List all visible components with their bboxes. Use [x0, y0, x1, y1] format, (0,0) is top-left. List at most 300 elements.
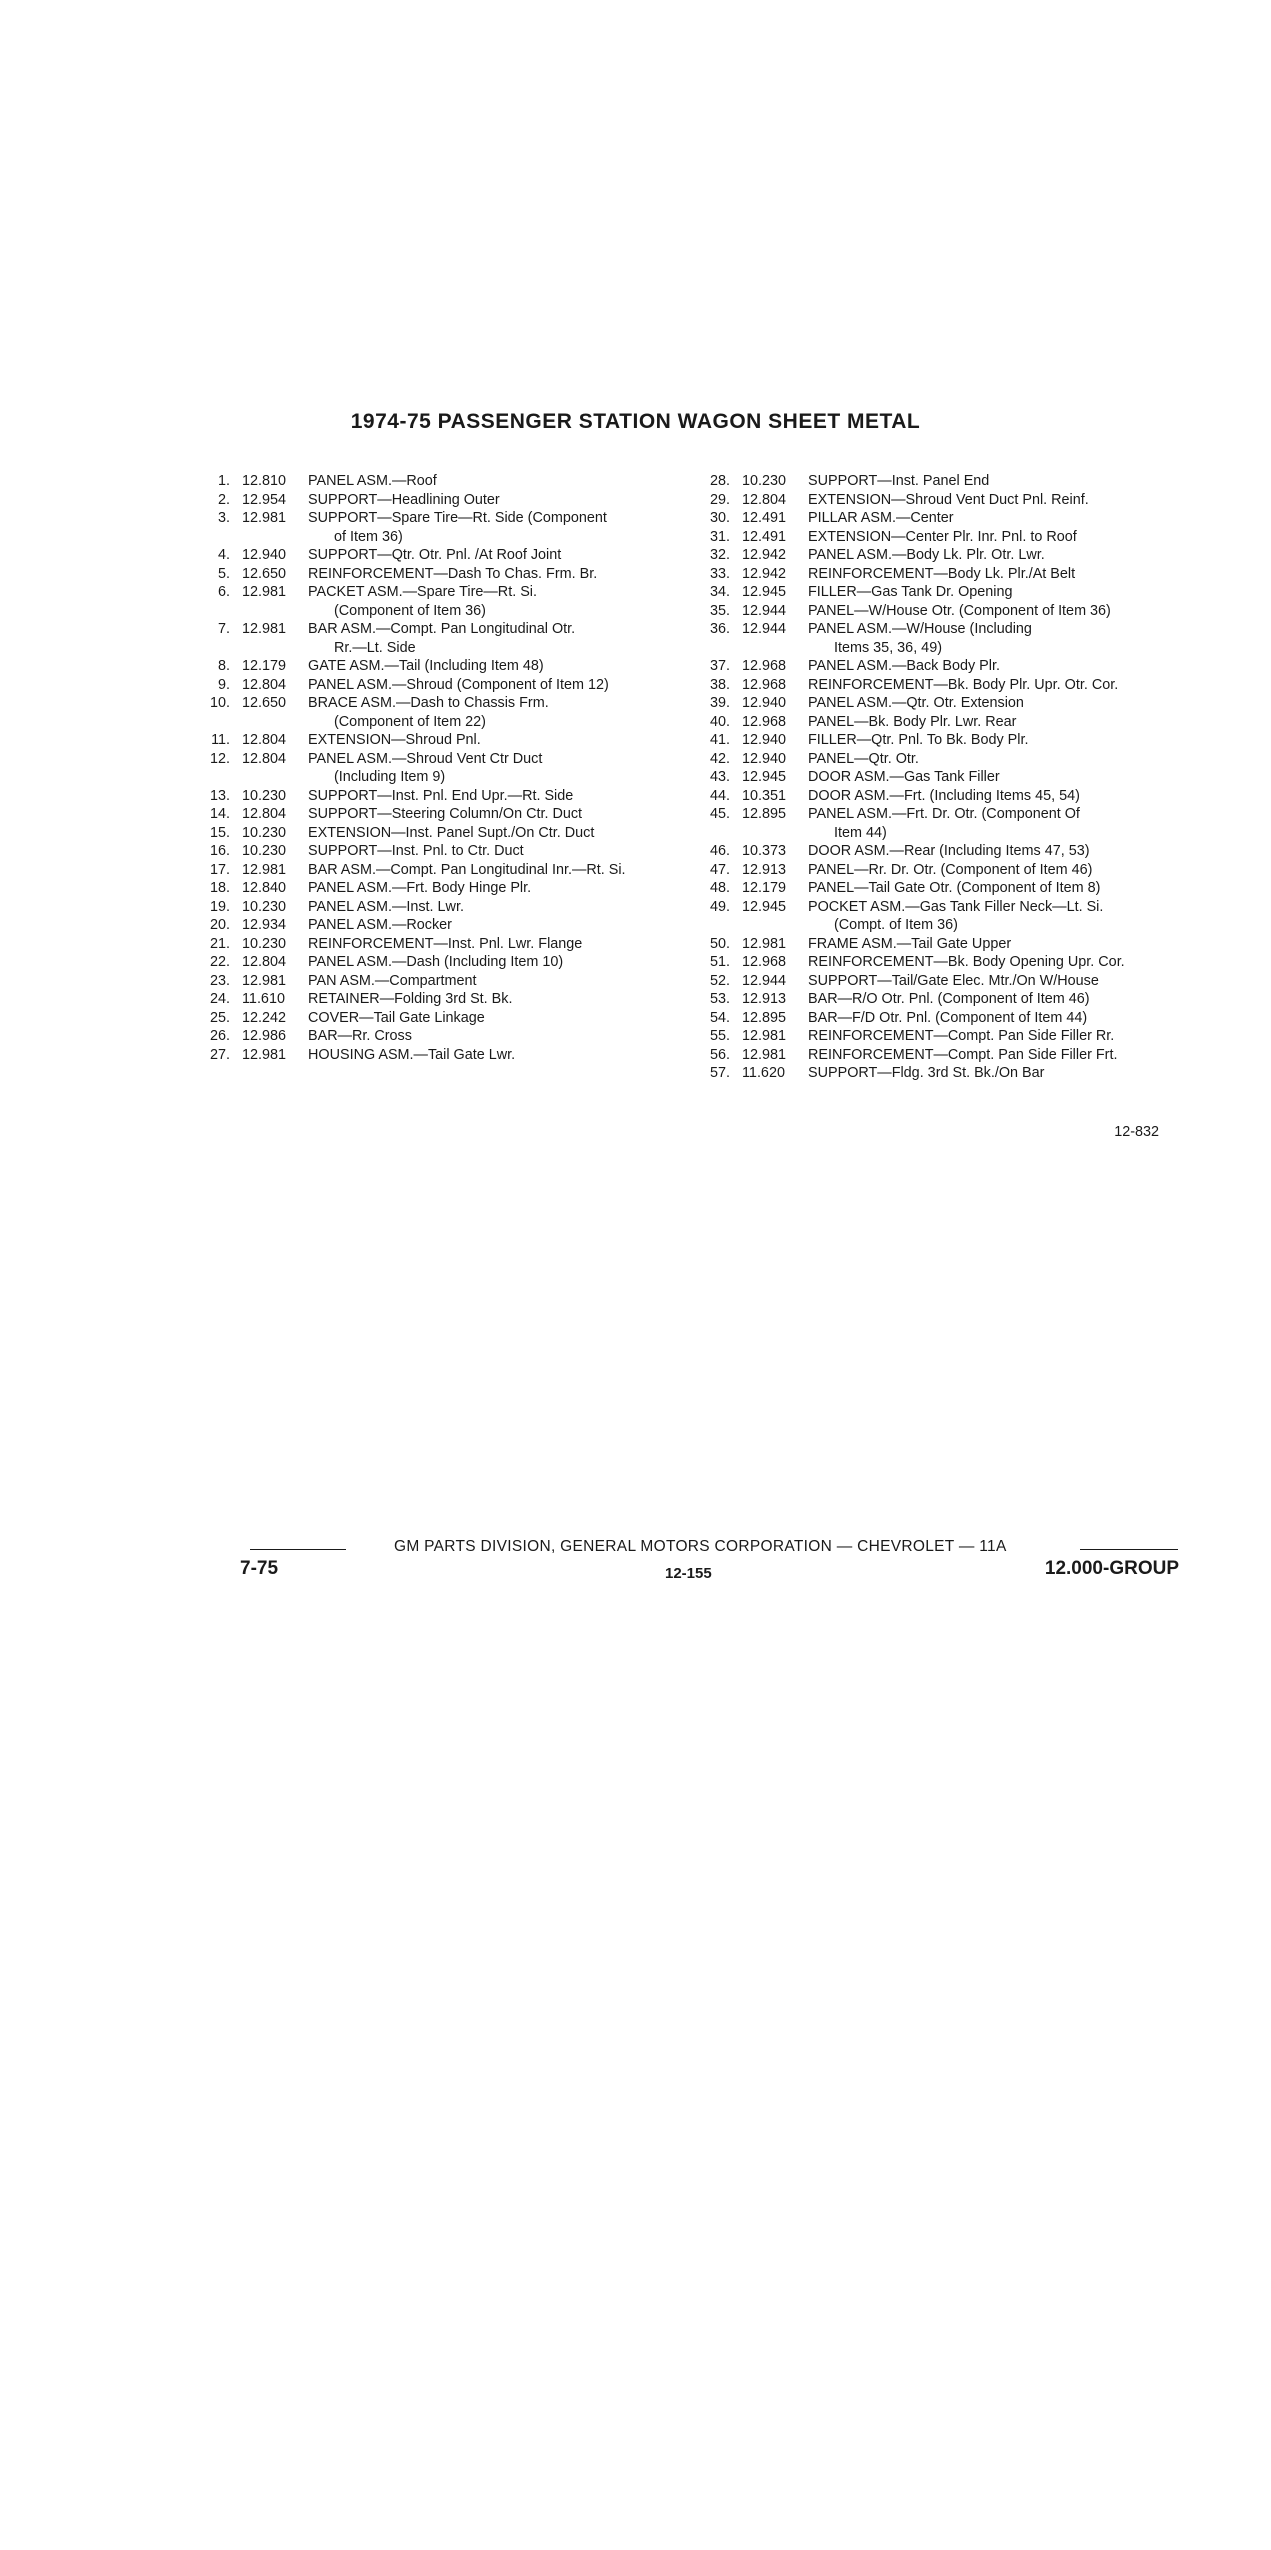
- list-item: [190, 990, 690, 1009]
- description-line: FRAME ASM.—Tail Gate Upper: [808, 935, 1012, 952]
- description-line: PANEL—Bk. Body Plr. Lwr. Rear: [808, 713, 1017, 730]
- list-item: [190, 472, 690, 491]
- illustration-reference: 12-832: [1114, 1124, 1159, 1140]
- list-item: [690, 750, 1210, 769]
- list-item: [190, 583, 690, 620]
- list-item: [690, 787, 1210, 806]
- description-line: PANEL ASM.—Shroud (Component of Item 12): [308, 676, 609, 693]
- item-number: 49.: [709, 898, 730, 915]
- description-line: PANEL ASM.—Back Body Plr.: [808, 658, 1000, 674]
- group-number: 12.968: [742, 676, 787, 693]
- item-number: 11.: [211, 732, 230, 748]
- footer-rule-right: [1080, 1549, 1178, 1550]
- group-number: 12.491: [742, 528, 787, 545]
- description-line: PANEL ASM.—Rocker: [308, 917, 452, 933]
- part-description: [808, 491, 1210, 510]
- list-item: [690, 731, 1210, 750]
- part-description: [808, 472, 1210, 491]
- list-item: [690, 694, 1210, 713]
- item-number: 47.: [709, 861, 730, 878]
- description-line: BRACE ASM.—Dash to Chassis Frm.: [308, 695, 549, 711]
- description-line: PILLAR ASM.—Center: [808, 510, 954, 526]
- description-line: BAR—R/O Otr. Pnl. (Component of Item 46): [808, 991, 1090, 1007]
- description-line: PANEL ASM.—W/House (Including: [808, 621, 1032, 637]
- part-description: [308, 750, 690, 787]
- description-line: PANEL ASM.—Body Lk. Plr. Otr. Lwr.: [808, 547, 1045, 563]
- description-line: PANEL ASM.—Frt. Body Hinge Plr.: [308, 880, 532, 896]
- description-line: SUPPORT—Tail/Gate Elec. Mtr./On W/House: [808, 972, 1099, 989]
- description-continuation: (Including Item 9): [334, 769, 446, 785]
- group-number: 12.944: [742, 621, 787, 637]
- part-description: [308, 491, 690, 510]
- part-description: [308, 842, 690, 861]
- item-number: 15.: [209, 824, 230, 841]
- item-number: 9.: [217, 676, 230, 693]
- group-number: 10.230: [242, 898, 287, 915]
- item-number: 20.: [209, 917, 230, 933]
- list-item: [190, 805, 690, 824]
- part-description: [308, 861, 690, 880]
- list-item: [690, 805, 1210, 842]
- description-continuation: Item 44): [834, 824, 887, 841]
- list-item: [690, 768, 1210, 787]
- list-item: [190, 842, 690, 861]
- description-line: REINFORCEMENT—Body Lk. Plr./At Belt: [808, 565, 1076, 582]
- group-number: 12.981: [242, 861, 287, 878]
- description-line: BAR—F/D Otr. Pnl. (Component of Item 44): [808, 1009, 1088, 1026]
- group-number: 10.373: [742, 843, 787, 859]
- group-number: 12.981: [242, 972, 287, 989]
- list-item: [690, 842, 1210, 861]
- part-description: [308, 824, 690, 843]
- group-number: 12.981: [242, 584, 287, 600]
- description-line: PANEL—W/House Otr. (Component of Item 36): [808, 602, 1111, 619]
- list-item: [690, 657, 1210, 676]
- description-line: DOOR ASM.—Frt. (Including Items 45, 54): [808, 787, 1080, 804]
- description-line: SUPPORT—Headlining Outer: [308, 491, 500, 508]
- part-description: [308, 898, 690, 917]
- item-number: 40.: [709, 713, 730, 730]
- item-number: 48.: [709, 880, 730, 896]
- group-number: 12.810: [242, 473, 287, 489]
- group-number: 12.940: [742, 750, 787, 767]
- part-description: [808, 602, 1210, 621]
- list-item: [190, 1027, 690, 1046]
- description-continuation: (Compt. of Item 36): [834, 917, 958, 933]
- description-line: EXTENSION—Shroud Pnl.: [308, 732, 481, 748]
- description-line: PANEL ASM.—Roof: [308, 473, 437, 489]
- list-item: [190, 1046, 690, 1065]
- group-number: 12.944: [742, 972, 787, 989]
- list-item: [690, 935, 1210, 954]
- part-description: [308, 1046, 690, 1065]
- item-number: 46.: [709, 843, 730, 859]
- item-number: 42.: [709, 750, 730, 767]
- list-item: [190, 750, 690, 787]
- item-number: 21.: [209, 935, 230, 952]
- item-number: 5.: [217, 565, 230, 582]
- description-line: PANEL—Qtr. Otr.: [808, 750, 919, 767]
- item-number: 2.: [217, 491, 230, 508]
- group-number: 12.968: [742, 954, 787, 970]
- list-item: [690, 1027, 1210, 1046]
- description-line: DOOR ASM.—Rear (Including Items 47, 53): [808, 843, 1090, 859]
- list-item: [690, 1046, 1210, 1065]
- description-line: PANEL ASM.—Inst. Lwr.: [308, 898, 464, 915]
- group-number: 12.945: [742, 769, 787, 785]
- group-number: 12.934: [242, 917, 287, 933]
- group-number: 12.986: [242, 1028, 287, 1044]
- item-number: 17.: [209, 861, 230, 878]
- group-number: 12.940: [742, 695, 787, 711]
- description-line: BAR ASM.—Compt. Pan Longitudinal Otr.: [308, 621, 576, 637]
- description-line: PANEL ASM.—Dash (Including Item 10): [308, 954, 564, 970]
- group-number: 12.804: [742, 491, 787, 508]
- part-description: [308, 676, 690, 695]
- list-item: [190, 787, 690, 806]
- item-number: 4.: [217, 547, 230, 563]
- list-item: [190, 694, 690, 731]
- item-number: 39.: [709, 695, 730, 711]
- description-line: GATE ASM.—Tail (Including Item 48): [308, 658, 544, 674]
- description-line: REINFORCEMENT—Compt. Pan Side Filler Frt.: [808, 1046, 1118, 1063]
- group-number: 12.940: [242, 547, 287, 563]
- list-item: [190, 491, 690, 510]
- description-line: FILLER—Qtr. Pnl. To Bk. Body Plr.: [808, 732, 1029, 748]
- part-description: [808, 1009, 1210, 1028]
- group-number: 12.944: [742, 602, 787, 619]
- description-line: BAR—Rr. Cross: [308, 1028, 412, 1044]
- item-number: 33.: [709, 565, 730, 582]
- part-description: [308, 565, 690, 584]
- group-number: 12.491: [742, 510, 787, 526]
- item-number: 29.: [709, 491, 730, 508]
- description-line: SUPPORT—Inst. Panel End: [808, 473, 990, 489]
- description-line: SUPPORT—Inst. Pnl. to Ctr. Duct: [308, 843, 524, 859]
- description-continuation: of Item 36): [334, 528, 403, 545]
- part-description: [308, 583, 690, 620]
- description-line: REINFORCEMENT—Dash To Chas. Frm. Br.: [308, 565, 598, 582]
- part-description: [808, 565, 1210, 584]
- list-item: [190, 824, 690, 843]
- list-item: [690, 898, 1210, 935]
- footer-group: 12.000-GROUP: [1044, 1558, 1179, 1579]
- list-item: [190, 879, 690, 898]
- group-number: 12.804: [242, 954, 287, 970]
- description-line: SUPPORT—Inst. Pnl. End Upr.—Rt. Side: [308, 787, 574, 804]
- list-item: [190, 953, 690, 972]
- list-item: [690, 546, 1210, 565]
- part-description: [308, 1027, 690, 1046]
- description-line: SUPPORT—Spare Tire—Rt. Side (Component: [308, 510, 607, 526]
- item-number: 8.: [217, 658, 230, 674]
- part-description: [808, 898, 1210, 935]
- group-number: 12.954: [242, 491, 287, 508]
- list-item: [690, 990, 1210, 1009]
- part-description: [808, 509, 1210, 528]
- part-description: [808, 713, 1210, 732]
- part-description: [808, 694, 1210, 713]
- item-number: 3.: [217, 510, 230, 526]
- description-line: REINFORCEMENT—Bk. Body Plr. Upr. Otr. Cor.: [808, 676, 1119, 693]
- part-description: [308, 731, 690, 750]
- part-description: [308, 1009, 690, 1028]
- group-number: 12.650: [242, 695, 287, 711]
- description-line: EXTENSION—Shroud Vent Duct Pnl. Reinf.: [808, 491, 1089, 508]
- list-item: [190, 731, 690, 750]
- item-number: 18.: [209, 880, 230, 896]
- part-description: [808, 583, 1210, 602]
- item-number: 44.: [709, 787, 730, 804]
- description-line: REINFORCEMENT—Inst. Pnl. Lwr. Flange: [308, 935, 583, 952]
- part-description: [808, 842, 1210, 861]
- item-number: 28.: [709, 473, 730, 489]
- group-number: 12.981: [242, 1046, 287, 1063]
- group-number: 12.650: [242, 565, 287, 582]
- list-item: [690, 861, 1210, 880]
- part-description: [308, 935, 690, 954]
- item-number: 37.: [709, 658, 730, 674]
- item-number: 50.: [709, 935, 730, 952]
- group-number: 12.913: [742, 991, 787, 1007]
- list-item: [690, 713, 1210, 732]
- group-number: 10.230: [242, 935, 287, 952]
- item-number: 22.: [209, 954, 230, 970]
- description-line: SUPPORT—Fldg. 3rd St. Bk./On Bar: [808, 1065, 1045, 1081]
- description-continuation: (Component of Item 36): [334, 602, 486, 619]
- list-item: [190, 1009, 690, 1028]
- list-item: [190, 620, 690, 657]
- description-line: PANEL ASM.—Frt. Dr. Otr. (Component Of: [808, 806, 1080, 822]
- item-number: 30.: [709, 510, 730, 526]
- group-number: 10.351: [742, 787, 787, 804]
- part-description: [808, 546, 1210, 565]
- group-number: 12.804: [242, 750, 287, 767]
- part-description: [808, 1046, 1210, 1065]
- list-item: [690, 509, 1210, 528]
- part-description: [308, 620, 690, 657]
- group-number: 11.620: [742, 1065, 785, 1081]
- description-line: EXTENSION—Inst. Panel Supt./On Ctr. Duct: [308, 824, 595, 841]
- part-description: [808, 861, 1210, 880]
- list-item: [690, 972, 1210, 991]
- group-number: 12.895: [742, 1009, 787, 1026]
- list-item: [190, 676, 690, 695]
- item-number: 55.: [709, 1028, 730, 1044]
- item-number: 19.: [209, 898, 230, 915]
- list-item: [690, 491, 1210, 510]
- description-continuation: Rr.—Lt. Side: [334, 639, 416, 656]
- item-number: 6.: [217, 584, 230, 600]
- group-number: 12.945: [742, 584, 787, 600]
- description-continuation: Items 35, 36, 49): [834, 639, 942, 656]
- group-number: 12.242: [242, 1009, 287, 1026]
- description-continuation: (Component of Item 22): [334, 713, 486, 730]
- part-description: [308, 972, 690, 991]
- list-item: [690, 620, 1210, 657]
- group-number: 12.981: [742, 935, 787, 952]
- footer-page-number: 12-155: [665, 1565, 712, 1582]
- description-line: PANEL—Tail Gate Otr. (Component of Item 8): [808, 880, 1101, 896]
- item-number: 38.: [709, 676, 730, 693]
- part-description: [808, 879, 1210, 898]
- group-number: 11.610: [242, 991, 285, 1007]
- group-number: 12.981: [742, 1028, 787, 1044]
- description-line: SUPPORT—Qtr. Otr. Pnl. /At Roof Joint: [308, 547, 562, 563]
- list-item: [690, 583, 1210, 602]
- part-description: [308, 509, 690, 546]
- item-number: 36.: [709, 621, 730, 637]
- group-number: 12.981: [242, 510, 287, 526]
- description-line: PANEL—Rr. Dr. Otr. (Component of Item 46): [808, 861, 1093, 878]
- list-item: [190, 546, 690, 565]
- description-line: BAR ASM.—Compt. Pan Longitudinal Inr.—Rt. Si.: [308, 861, 626, 878]
- footer-rule-left: [250, 1549, 346, 1550]
- item-number: 10.: [209, 695, 230, 711]
- group-number: 12.840: [242, 880, 287, 896]
- parts-list-left: [190, 472, 690, 1064]
- group-number: 12.942: [742, 565, 787, 582]
- description-line: PANEL ASM.—Qtr. Otr. Extension: [808, 695, 1024, 711]
- item-number: 41.: [709, 732, 730, 748]
- description-line: COVER—Tail Gate Linkage: [308, 1009, 485, 1026]
- part-description: [808, 805, 1210, 842]
- part-description: [808, 1027, 1210, 1046]
- item-number: 24.: [209, 991, 230, 1007]
- part-description: [808, 750, 1210, 769]
- description-line: PAN ASM.—Compartment: [308, 972, 477, 989]
- list-item: [690, 565, 1210, 584]
- part-description: [308, 694, 690, 731]
- part-description: [808, 990, 1210, 1009]
- group-number: 12.179: [242, 658, 287, 674]
- item-number: 16.: [209, 843, 230, 859]
- item-number: 35.: [709, 602, 730, 619]
- list-item: [190, 861, 690, 880]
- list-item: [190, 972, 690, 991]
- item-number: 56.: [709, 1046, 730, 1063]
- part-description: [308, 990, 690, 1009]
- group-number: 12.981: [742, 1046, 787, 1063]
- description-line: EXTENSION—Center Plr. Inr. Pnl. to Roof: [808, 528, 1077, 545]
- group-number: 12.945: [742, 898, 787, 915]
- item-number: 52.: [709, 972, 730, 989]
- item-number: 1.: [217, 473, 230, 489]
- description-line: HOUSING ASM.—Tail Gate Lwr.: [308, 1046, 516, 1063]
- item-number: 43.: [709, 769, 730, 785]
- part-description: [308, 953, 690, 972]
- item-number: 32.: [709, 547, 730, 563]
- description-line: REINFORCEMENT—Compt. Pan Side Filler Rr.: [808, 1028, 1115, 1044]
- item-number: 13.: [209, 787, 230, 804]
- group-number: 10.230: [242, 843, 287, 859]
- part-description: [308, 472, 690, 491]
- part-description: [308, 657, 690, 676]
- group-number: 12.981: [242, 621, 287, 637]
- group-number: 12.968: [742, 713, 787, 730]
- part-description: [308, 879, 690, 898]
- list-item: [190, 898, 690, 917]
- list-item: [190, 509, 690, 546]
- part-description: [808, 676, 1210, 695]
- item-number: 26.: [209, 1028, 230, 1044]
- description-line: RETAINER—Folding 3rd St. Bk.: [308, 991, 513, 1007]
- part-description: [808, 953, 1210, 972]
- item-number: 54.: [709, 1009, 730, 1026]
- part-description: [808, 528, 1210, 547]
- list-item: [690, 879, 1210, 898]
- part-description: [308, 546, 690, 565]
- description-line: PACKET ASM.—Spare Tire—Rt. Si.: [308, 584, 537, 600]
- part-description: [808, 768, 1210, 787]
- item-number: 27.: [209, 1046, 230, 1063]
- item-number: 57.: [709, 1065, 730, 1081]
- part-description: [808, 657, 1210, 676]
- part-description: [808, 787, 1210, 806]
- group-number: 10.230: [242, 787, 287, 804]
- description-line: POCKET ASM.—Gas Tank Filler Neck—Lt. Si.: [808, 898, 1104, 915]
- parts-list-right: [690, 472, 1210, 1083]
- group-number: 12.804: [242, 676, 287, 693]
- group-number: 12.942: [742, 547, 787, 563]
- list-item: [690, 472, 1210, 491]
- part-description: [808, 1064, 1210, 1083]
- list-item: [690, 953, 1210, 972]
- list-item: [190, 916, 690, 935]
- description-line: SUPPORT—Steering Column/On Ctr. Duct: [308, 806, 583, 822]
- group-number: 12.804: [242, 806, 287, 822]
- part-description: [808, 972, 1210, 991]
- group-number: 12.804: [242, 732, 287, 748]
- part-description: [808, 731, 1210, 750]
- group-number: 12.895: [742, 806, 787, 822]
- group-number: 10.230: [742, 473, 787, 489]
- item-number: 25.: [209, 1009, 230, 1026]
- part-description: [808, 620, 1210, 657]
- group-number: 12.940: [742, 732, 787, 748]
- group-number: 12.913: [742, 861, 787, 878]
- group-number: 10.230: [242, 824, 287, 841]
- description-line: PANEL ASM.—Shroud Vent Ctr Duct: [308, 750, 543, 767]
- part-description: [308, 916, 690, 935]
- part-description: [808, 935, 1210, 954]
- list-item: [690, 1009, 1210, 1028]
- item-number: 12.: [209, 750, 230, 767]
- footer-date: 7-75: [240, 1558, 279, 1579]
- item-number: 23.: [209, 972, 230, 989]
- item-number: 45.: [709, 806, 730, 822]
- footer-publisher: GM PARTS DIVISION, GENERAL MOTORS CORPORATION — CHEVROLET — 11A: [394, 1538, 1007, 1555]
- list-item: [690, 602, 1210, 621]
- list-item: [690, 676, 1210, 695]
- description-line: FILLER—Gas Tank Dr. Opening: [808, 584, 1013, 600]
- list-item: [190, 935, 690, 954]
- list-item: [690, 528, 1210, 547]
- item-number: 7.: [217, 621, 230, 637]
- page-title: 1974-75 PASSENGER STATION WAGON SHEET METAL: [350, 410, 921, 433]
- part-description: [308, 805, 690, 824]
- part-description: [308, 787, 690, 806]
- list-item: [190, 657, 690, 676]
- item-number: 53.: [709, 991, 730, 1007]
- description-line: DOOR ASM.—Gas Tank Filler: [808, 769, 1000, 785]
- group-number: 12.968: [742, 658, 787, 674]
- group-number: 12.179: [742, 880, 787, 896]
- item-number: 34.: [709, 584, 730, 600]
- item-number: 51.: [709, 954, 730, 970]
- list-item: [690, 1064, 1210, 1083]
- item-number: 31.: [709, 528, 730, 545]
